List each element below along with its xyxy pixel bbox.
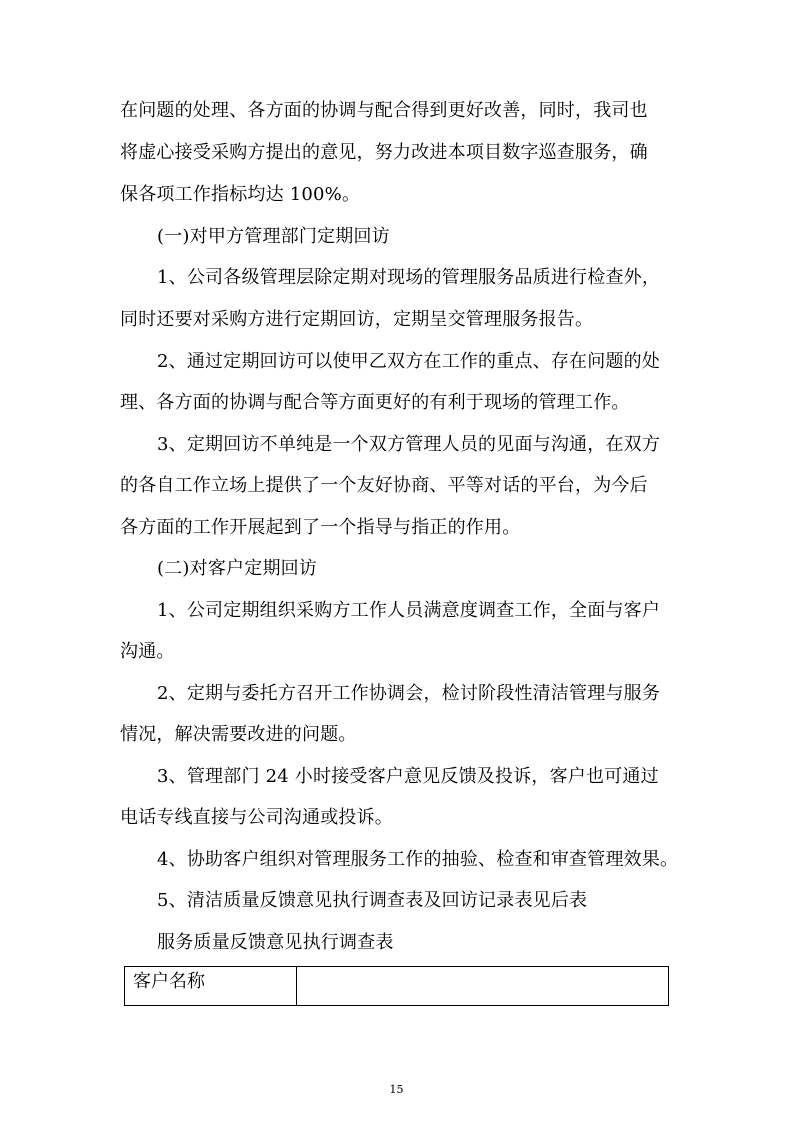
table-title: 服务质量反馈意见执行调查表: [157, 932, 394, 953]
paragraph-line-2: 将虚心接受采购方提出的意见，努力改进本项目数字巡查服务，确: [120, 142, 648, 163]
table-value-cell: [297, 967, 668, 1005]
paragraph-line-7: 理、各方面的协调与配合等方面更好的有利于现场的管理工作。: [120, 392, 630, 413]
paragraph-line-16: 电话专线直接与公司沟通或投诉。: [120, 807, 393, 828]
paragraph-line-5: 同时还要对采购方进行定期回访，定期呈交管理服务报告。: [120, 309, 594, 330]
paragraph-line-4: 1、公司各级管理层除定期对现场的管理服务品质进行检查外，: [157, 267, 661, 288]
feedback-table: [124, 966, 669, 1006]
paragraph-line-12: 沟通。: [120, 641, 175, 662]
paragraph-line-6: 2、通过定期回访可以使甲乙双方在工作的重点、存在问题的处: [157, 351, 661, 372]
paragraph-line-10: 各方面的工作开展起到了一个指导与指正的作用。: [120, 517, 521, 538]
paragraph-line-1: 在问题的处理、各方面的协调与配合得到更好改善，同时，我司也: [120, 100, 648, 121]
paragraph-line-11: 1、公司定期组织采购方工作人员满意度调查工作，全面与客户: [157, 600, 661, 621]
table-label-cell: 客户名称: [125, 967, 297, 1005]
page-number: 15: [389, 1083, 404, 1096]
paragraph-line-3: 保各项工作指标均达 100%。: [120, 184, 361, 205]
paragraph-line-9: 的各自工作立场上提供了一个友好协商、平等对话的平台，为今后: [120, 475, 648, 496]
section-heading-1: (一)对甲方管理部门定期回访: [157, 226, 390, 247]
paragraph-line-15: 3、管理部门 24 小时接受客户意见反馈及投诉，客户也可通过: [157, 766, 659, 787]
paragraph-line-13: 2、定期与委托方召开工作协调会，检讨阶段性清洁管理与服务: [157, 683, 661, 704]
paragraph-line-17: 4、协助客户组织对管理服务工作的抽验、检查和审查管理效果。: [157, 849, 679, 870]
paragraph-line-8: 3、定期回访不单纯是一个双方管理人员的见面与沟通，在双方: [157, 434, 661, 455]
section-heading-2: (二)对客户定期回访: [157, 558, 318, 579]
paragraph-line-14: 情况，解决需要改进的问题。: [120, 724, 357, 745]
paragraph-line-18: 5、清洁质量反馈意见执行调查表及回访记录表见后表: [157, 890, 588, 911]
